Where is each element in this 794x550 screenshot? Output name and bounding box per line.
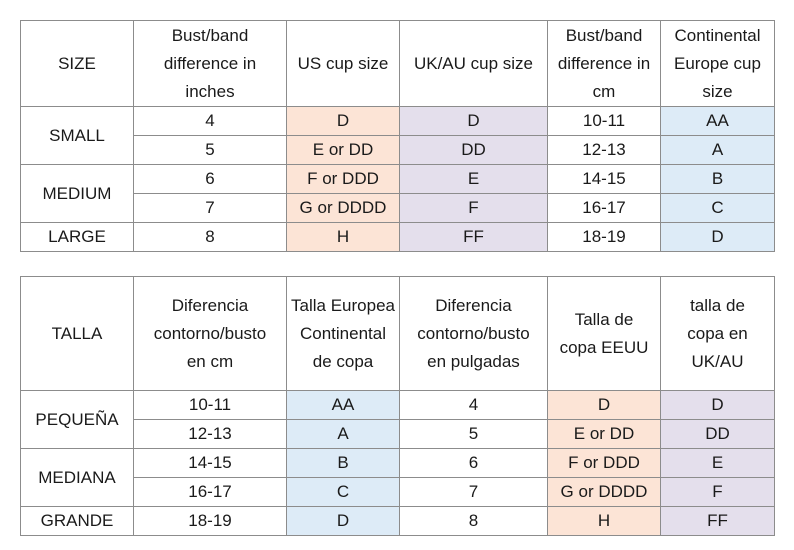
size-group: MEDIANA xyxy=(21,449,134,507)
table-cell: D xyxy=(548,391,661,420)
table-cell: 14-15 xyxy=(548,165,661,194)
table-row xyxy=(21,107,775,136)
table-cell: D xyxy=(287,107,400,136)
header-talla-eeuu: Talla de copa EEUU xyxy=(548,277,661,391)
table-cell: E or DD xyxy=(548,420,661,449)
size-group: PEQUEÑA xyxy=(21,391,134,449)
table-cell: 8 xyxy=(134,223,287,252)
header-talla-europea: Talla Europea Continental de copa xyxy=(287,277,400,391)
table-header-row xyxy=(21,277,775,391)
size-group: LARGE xyxy=(21,223,134,252)
table-cell: 4 xyxy=(400,391,548,420)
table-cell: F xyxy=(400,194,548,223)
table-cell: 8 xyxy=(400,507,548,536)
table-cell: 10-11 xyxy=(548,107,661,136)
table-row xyxy=(21,223,775,252)
table-cell: A xyxy=(287,420,400,449)
table-row xyxy=(21,194,775,223)
table-cell: 12-13 xyxy=(134,420,287,449)
header-diferencia-cm: Diferencia contorno/busto en cm xyxy=(134,277,287,391)
table-cell: 6 xyxy=(134,165,287,194)
table-cell: B xyxy=(661,165,775,194)
table-cell: E xyxy=(661,449,775,478)
table-row xyxy=(21,420,775,449)
table-cell: 12-13 xyxy=(548,136,661,165)
size-group: MEDIUM xyxy=(21,165,134,223)
table-row xyxy=(21,391,775,420)
header-diferencia-pulgadas: Diferencia contorno/busto en pulgadas xyxy=(400,277,548,391)
table-cell: E or DD xyxy=(287,136,400,165)
table-cell: 5 xyxy=(400,420,548,449)
table-cell: A xyxy=(661,136,775,165)
header-bust-band-cm: Bust/band difference in cm xyxy=(548,21,661,107)
cup-size-table-spanish xyxy=(20,276,775,536)
table-cell: 16-17 xyxy=(134,478,287,507)
table-cell: 16-17 xyxy=(548,194,661,223)
table-cell: E xyxy=(400,165,548,194)
table-row xyxy=(21,478,775,507)
table-cell: G or DDDD xyxy=(287,194,400,223)
table-cell: C xyxy=(661,194,775,223)
table-cell: F or DDD xyxy=(548,449,661,478)
size-group: GRANDE xyxy=(21,507,134,536)
table-cell: F or DDD xyxy=(287,165,400,194)
header-size: SIZE xyxy=(21,21,134,107)
table-cell: FF xyxy=(661,507,775,536)
table-cell: H xyxy=(287,223,400,252)
table-cell: 7 xyxy=(400,478,548,507)
table-cell: F xyxy=(661,478,775,507)
table-cell: 14-15 xyxy=(134,449,287,478)
table-cell: H xyxy=(548,507,661,536)
table-cell: 5 xyxy=(134,136,287,165)
header-uk-au-cup: UK/AU cup size xyxy=(400,21,548,107)
table-cell: D xyxy=(661,391,775,420)
table-cell: D xyxy=(287,507,400,536)
table-row xyxy=(21,165,775,194)
table-header-row xyxy=(21,21,775,107)
table-row xyxy=(21,136,775,165)
table-cell: 7 xyxy=(134,194,287,223)
size-group: SMALL xyxy=(21,107,134,165)
header-us-cup: US cup size xyxy=(287,21,400,107)
table-cell: 6 xyxy=(400,449,548,478)
table-cell: 10-11 xyxy=(134,391,287,420)
table-row xyxy=(21,449,775,478)
table-cell: DD xyxy=(400,136,548,165)
table-cell: AA xyxy=(661,107,775,136)
table-cell: D xyxy=(400,107,548,136)
table-cell: C xyxy=(287,478,400,507)
table-cell: 18-19 xyxy=(548,223,661,252)
table-cell: 4 xyxy=(134,107,287,136)
table-cell: AA xyxy=(287,391,400,420)
header-talla: TALLA xyxy=(21,277,134,391)
table-cell: 18-19 xyxy=(134,507,287,536)
table-cell: B xyxy=(287,449,400,478)
header-continental-cup: Continental Europe cup size xyxy=(661,21,775,107)
table-row xyxy=(21,507,775,536)
cup-size-table-english xyxy=(20,20,775,252)
table-cell: FF xyxy=(400,223,548,252)
header-bust-band-inches: Bust/band difference in inches xyxy=(134,21,287,107)
table-cell: G or DDDD xyxy=(548,478,661,507)
header-talla-uk-au: talla de copa en UK/AU xyxy=(661,277,775,391)
table-cell: D xyxy=(661,223,775,252)
table-cell: DD xyxy=(661,420,775,449)
